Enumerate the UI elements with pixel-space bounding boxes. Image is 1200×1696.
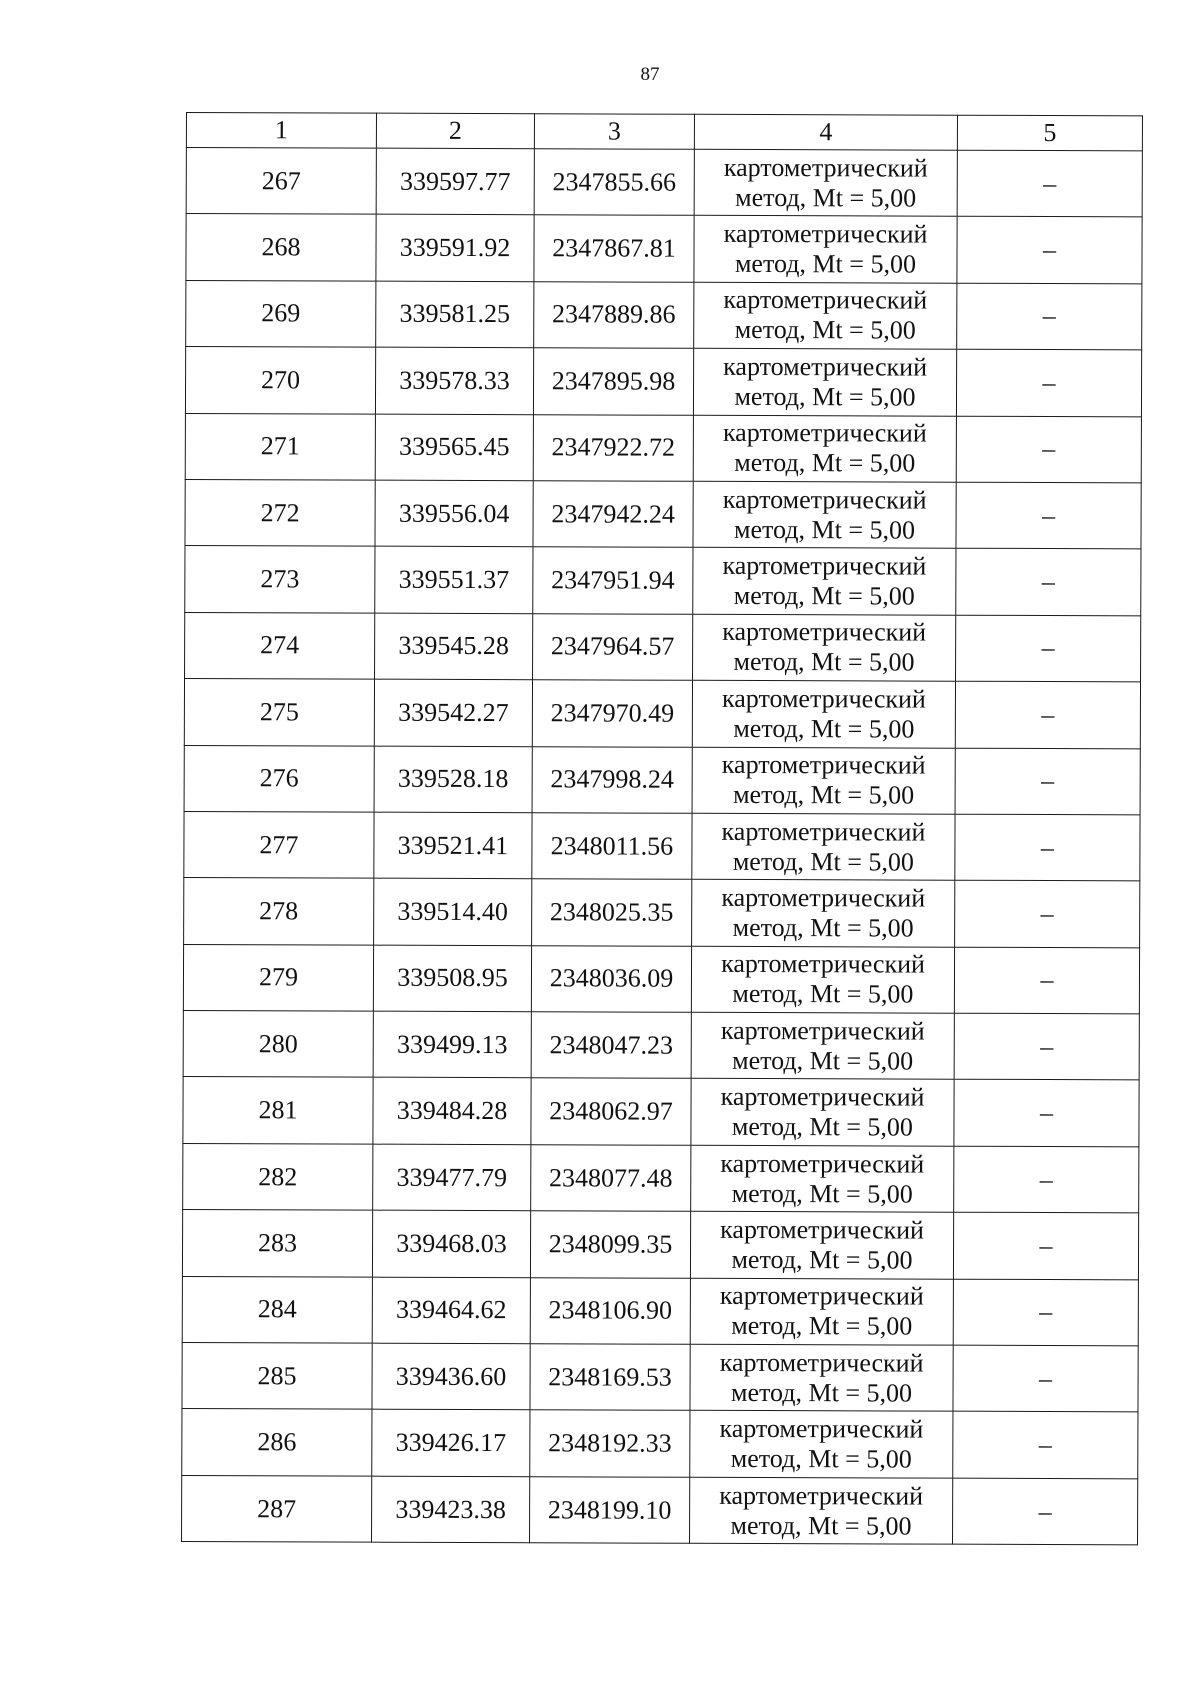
method-line-1: картометрический	[720, 1148, 925, 1179]
y-coordinate-cell: 2348192.33	[530, 1410, 690, 1477]
table-row	[182, 1475, 1138, 1545]
note-cell: –	[955, 814, 1140, 881]
table-header	[186, 113, 1142, 151]
y-coordinate-cell: 2348062.97	[531, 1078, 691, 1145]
point-number-cell: 280	[183, 1011, 373, 1078]
note-cell: –	[957, 283, 1142, 350]
point-number-cell: 270	[185, 347, 375, 414]
point-number-cell: 283	[182, 1210, 372, 1277]
method-line-1: картометрический	[721, 750, 926, 780]
method-line-2: метод, Mt = 5,00	[733, 780, 915, 810]
point-number-cell: 278	[184, 878, 374, 945]
table-row	[182, 1343, 1138, 1413]
note-cell: –	[954, 1146, 1139, 1213]
x-coordinate-cell: 339545.28	[375, 613, 533, 680]
note-cell: –	[957, 150, 1142, 217]
note-cell: –	[956, 416, 1141, 483]
table-row	[185, 479, 1141, 549]
y-coordinate-cell: 2348199.10	[530, 1477, 690, 1544]
method-line-1: картометрический	[720, 1082, 925, 1112]
y-coordinate-cell: 2347922.72	[533, 414, 693, 481]
table-row	[184, 811, 1140, 881]
x-coordinate-cell: 339464.62	[372, 1277, 530, 1344]
method-line-2: метод, Mt = 5,00	[732, 979, 914, 1009]
method-cell	[691, 946, 954, 1013]
table-row	[186, 148, 1142, 218]
x-coordinate-cell: 339423.38	[372, 1476, 530, 1543]
note-cell: –	[955, 880, 1140, 947]
method-line-1: картометрический	[723, 218, 928, 249]
x-coordinate-cell: 339514.40	[374, 878, 532, 945]
y-coordinate-cell: 2348169.53	[530, 1344, 690, 1411]
table-row	[186, 280, 1142, 350]
table-row	[183, 1143, 1139, 1213]
method-cell	[694, 149, 957, 216]
table-row	[185, 347, 1141, 417]
point-number-cell: 286	[182, 1409, 372, 1476]
method-line-2: метод, Mt = 5,00	[732, 912, 914, 943]
method-cell	[692, 880, 955, 947]
header-col-4: 4	[694, 114, 957, 150]
method-cell	[693, 348, 956, 415]
method-cell	[690, 1212, 953, 1279]
header-col-3: 3	[534, 114, 694, 150]
x-coordinate-cell: 339528.18	[374, 746, 532, 813]
point-number-cell: 272	[185, 479, 375, 546]
method-cell	[690, 1477, 953, 1544]
method-line-1: картометрический	[722, 418, 927, 448]
x-coordinate-cell: 339597.77	[376, 148, 534, 215]
table-row	[184, 745, 1140, 815]
point-number-cell: 268	[186, 214, 376, 281]
method-cell	[693, 614, 956, 681]
note-cell: –	[956, 549, 1141, 616]
method-line-2: метод, Mt = 5,00	[733, 713, 915, 744]
table-row	[183, 1011, 1139, 1081]
y-coordinate-cell: 2348025.35	[532, 879, 692, 946]
page-number: 87	[640, 64, 660, 85]
method-cell	[690, 1344, 953, 1411]
point-number-cell: 285	[182, 1343, 372, 1410]
method-line-2: метод, Mt = 5,00	[733, 647, 915, 677]
table-row	[183, 944, 1139, 1014]
point-number-cell: 277	[184, 811, 374, 878]
note-cell: –	[957, 217, 1142, 284]
y-coordinate-cell: 2348077.48	[531, 1145, 691, 1212]
x-coordinate-cell: 339477.79	[373, 1144, 531, 1211]
x-coordinate-cell: 339426.17	[372, 1410, 530, 1477]
note-cell: –	[956, 482, 1141, 549]
table-row	[182, 1276, 1138, 1346]
note-cell: –	[954, 1080, 1139, 1147]
table-row	[185, 413, 1141, 483]
method-line-1: картометрический	[719, 1281, 924, 1311]
y-coordinate-cell: 2348036.09	[531, 945, 691, 1012]
method-line-1: картометрический	[722, 550, 927, 581]
point-number-cell: 279	[183, 944, 373, 1011]
method-line-1: картометрический	[722, 617, 927, 648]
table-row	[182, 1409, 1138, 1479]
point-number-cell: 273	[185, 546, 375, 613]
method-line-1: картометрический	[720, 1214, 925, 1245]
method-cell	[693, 481, 956, 548]
x-coordinate-cell: 339542.27	[374, 679, 532, 746]
point-number-cell: 287	[182, 1475, 372, 1542]
y-coordinate-cell: 2348099.35	[530, 1211, 690, 1278]
method-line-1: картометрический	[721, 816, 926, 847]
method-line-2: метод, Mt = 5,00	[730, 1377, 913, 1408]
method-line-1: картометрический	[723, 351, 928, 382]
x-coordinate-cell: 339591.92	[376, 215, 534, 282]
method-line-2: метод, Mt = 5,00	[731, 1311, 913, 1341]
method-line-2: метод, Mt = 5,00	[734, 315, 916, 346]
method-line-1: картометрический	[722, 683, 926, 714]
note-cell: –	[954, 1013, 1139, 1080]
x-coordinate-cell: 339484.28	[373, 1078, 531, 1145]
table-row	[185, 546, 1141, 616]
header-row	[186, 113, 1142, 151]
method-cell	[694, 216, 957, 283]
header-col-1: 1	[186, 113, 376, 149]
method-line-1: картометрический	[721, 949, 925, 979]
header-col-2: 2	[376, 113, 534, 149]
y-coordinate-cell: 2347998.24	[532, 746, 692, 813]
method-line-2: метод, Mt = 5,00	[730, 1510, 912, 1541]
point-number-cell: 276	[184, 745, 374, 812]
method-line-2: метод, Mt = 5,00	[731, 1178, 913, 1209]
header-col-5: 5	[957, 115, 1142, 151]
table-row	[184, 679, 1140, 749]
method-line-2: метод, Mt = 5,00	[734, 248, 917, 279]
x-coordinate-cell: 339508.95	[373, 945, 531, 1012]
x-coordinate-cell: 339521.41	[374, 812, 532, 879]
y-coordinate-cell: 2348011.56	[532, 813, 692, 880]
table-row	[184, 878, 1140, 948]
x-coordinate-cell: 339499.13	[373, 1011, 531, 1078]
method-cell	[692, 680, 955, 747]
x-coordinate-cell: 339581.25	[376, 281, 534, 348]
method-cell	[691, 1012, 954, 1079]
method-line-2: метод, Mt = 5,00	[731, 1244, 913, 1275]
x-coordinate-cell: 339436.60	[372, 1343, 530, 1410]
x-coordinate-cell: 339551.37	[375, 547, 533, 614]
method-line-1: картометрический	[723, 285, 928, 316]
method-line-1: картометрический	[721, 882, 926, 913]
point-number-cell: 271	[185, 413, 375, 480]
table-row	[182, 1210, 1138, 1280]
method-line-1: картометрический	[720, 1015, 925, 1046]
method-line-2: метод, Mt = 5,00	[732, 846, 914, 877]
note-cell: –	[953, 1478, 1138, 1545]
y-coordinate-cell: 2348047.23	[531, 1012, 691, 1079]
method-line-2: метод, Mt = 5,00	[731, 1112, 914, 1142]
y-coordinate-cell: 2348106.90	[530, 1277, 690, 1344]
method-cell	[691, 1079, 954, 1146]
method-line-1: картометрический	[723, 152, 928, 183]
y-coordinate-cell: 2347889.86	[534, 281, 694, 348]
x-coordinate-cell: 339578.33	[375, 347, 533, 414]
note-cell: –	[956, 349, 1141, 416]
method-cell	[692, 813, 955, 880]
note-cell: –	[956, 615, 1141, 682]
method-line-2: метод, Mt = 5,00	[733, 580, 915, 611]
method-cell	[694, 282, 957, 349]
method-line-1: картометрический	[722, 484, 927, 515]
point-number-cell: 269	[186, 280, 376, 347]
method-cell	[691, 1145, 954, 1212]
y-coordinate-cell: 2347867.81	[534, 215, 694, 282]
method-line-2: метод, Mt = 5,00	[734, 381, 916, 412]
table-row	[186, 214, 1142, 284]
method-line-2: метод, Mt = 5,00	[734, 448, 916, 478]
note-cell: –	[954, 947, 1139, 1014]
note-cell: –	[953, 1212, 1138, 1279]
y-coordinate-cell: 2347855.66	[534, 149, 694, 216]
method-line-2: метод, Mt = 5,00	[732, 1045, 914, 1076]
x-coordinate-cell: 339468.03	[372, 1210, 530, 1277]
coordinates-table	[181, 112, 1143, 1546]
method-line-1: картометрический	[719, 1480, 924, 1511]
note-cell: –	[953, 1412, 1138, 1479]
point-number-cell: 281	[183, 1077, 373, 1144]
method-line-2: метод, Mt = 5,00	[733, 514, 916, 545]
method-cell	[690, 1411, 953, 1478]
y-coordinate-cell: 2347970.49	[532, 680, 692, 747]
point-number-cell: 275	[184, 679, 374, 746]
method-line-1: картометрический	[719, 1347, 924, 1378]
method-line-2: метод, Mt = 5,00	[730, 1444, 912, 1474]
note-cell: –	[955, 681, 1140, 748]
y-coordinate-cell: 2347942.24	[533, 481, 693, 548]
x-coordinate-cell: 339556.04	[375, 480, 533, 547]
point-number-cell: 267	[186, 148, 376, 215]
x-coordinate-cell: 339565.45	[375, 414, 533, 481]
table-row	[185, 612, 1141, 682]
y-coordinate-cell: 2347951.94	[533, 547, 693, 614]
point-number-cell: 284	[182, 1276, 372, 1343]
method-cell	[690, 1278, 953, 1345]
method-cell	[693, 548, 956, 615]
y-coordinate-cell: 2347964.57	[533, 613, 693, 680]
note-cell: –	[955, 748, 1140, 815]
note-cell: –	[953, 1279, 1138, 1346]
method-line-1: картометрический	[719, 1413, 924, 1444]
y-coordinate-cell: 2347895.98	[533, 348, 693, 415]
method-cell	[693, 415, 956, 482]
note-cell: –	[953, 1345, 1138, 1412]
point-number-cell: 274	[185, 612, 375, 679]
method-cell	[692, 747, 955, 814]
method-line-2: метод, Mt = 5,00	[735, 182, 917, 213]
point-number-cell: 282	[183, 1143, 373, 1210]
table-row	[183, 1077, 1139, 1147]
table-body	[182, 148, 1143, 1546]
